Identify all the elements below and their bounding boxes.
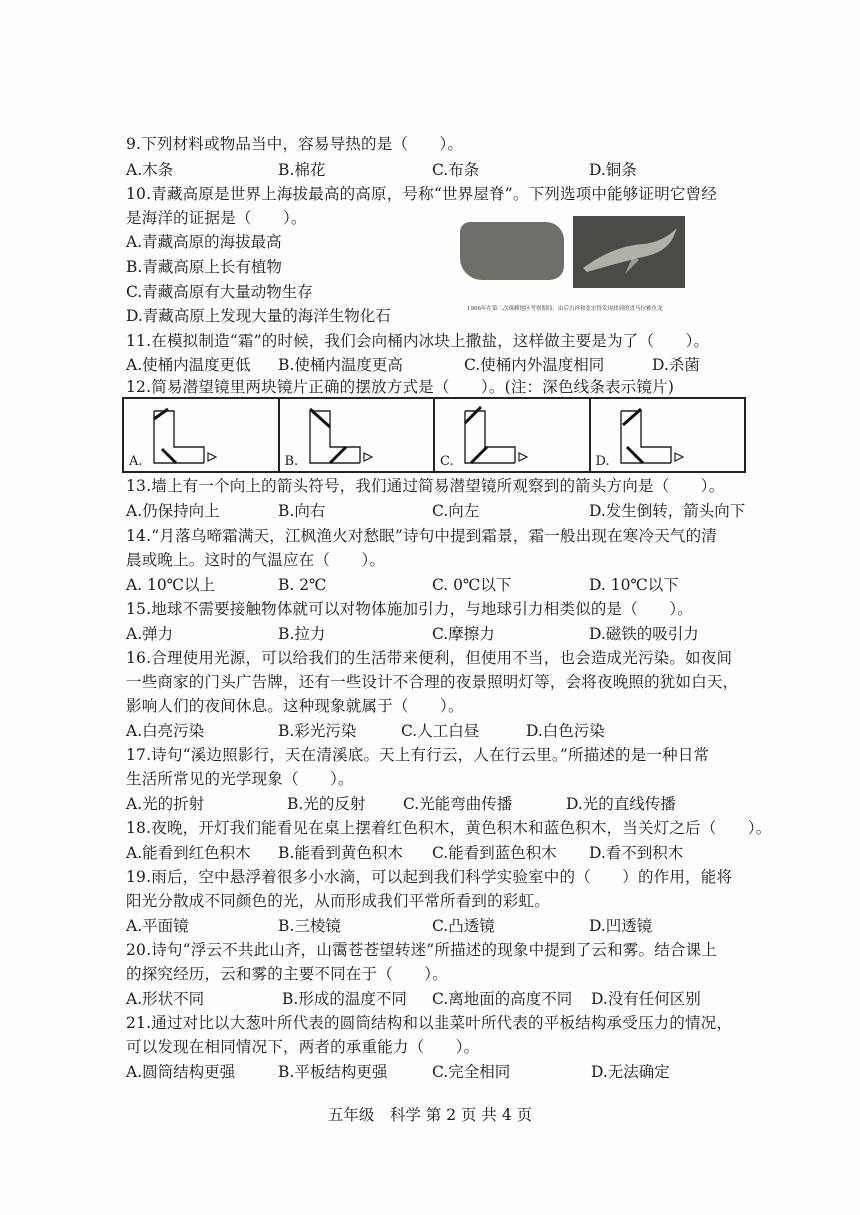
q14-option-b: B. 2℃ bbox=[278, 576, 327, 594]
question-14-stem-line2: 晨或晚上。这时的气温应在（ ）。 bbox=[126, 551, 386, 569]
question-19-stem-line1: 19.雨后，空中悬浮着很多小水滴，可以起到我们科学实验室中的（ ）的作用，能将 bbox=[126, 868, 733, 886]
q16-option-b: B.彩光污染 bbox=[278, 722, 357, 740]
q19-option-c: C.凸透镜 bbox=[432, 917, 495, 935]
q17-option-d: D.光的直线传播 bbox=[566, 795, 676, 813]
question-20-stem-line2: 的探究经历，云和雾的主要不同在于（ ）。 bbox=[126, 965, 448, 983]
q14-option-a: A. 10℃以上 bbox=[126, 576, 216, 594]
periscope-option-a bbox=[124, 399, 280, 471]
q18-option-a: A.能看到红色积木 bbox=[126, 844, 251, 862]
question-14-stem-line1: 14.“月落乌啼霜满天，江枫渔火对愁眠”诗句中提到霜景，霜一般出现在寒冷天气的清 bbox=[126, 527, 718, 545]
question-16-stem-line3: 影响人们的夜间休息。这种现象就属于（ ）。 bbox=[126, 697, 464, 715]
q20-option-a: A.形状不同 bbox=[126, 990, 205, 1008]
q19-option-d: D.凹透镜 bbox=[589, 917, 653, 935]
fossil-photo-caption: 1966年在第二次珠峰地区考察期间，由后占祥和张宏得发现找到的喜马拉雅鱼龙 bbox=[467, 306, 663, 312]
question-11-stem: 11.在模拟制造“霜”的时候，我们会向桶内冰块上撒盐，这样做主要是为了（ ）。 bbox=[126, 332, 710, 350]
question-9-stem: 9.下列材料或物品当中，容易导热的是（ ）。 bbox=[126, 135, 464, 153]
question-10-stem-line1: 10.青藏高原是世界上海拔最高的高原，号称“世界屋脊”。下列选项中能够证明它曾经 bbox=[126, 185, 718, 203]
q21-option-a: A.圆筒结构更强 bbox=[126, 1063, 236, 1081]
question-18-stem: 18.夜晚，开灯我们能看见在桌上摆着红色积木，黄色积木和蓝色积木，当关灯之后（ ）。 bbox=[126, 819, 772, 837]
q19-option-b: B.三棱镜 bbox=[278, 917, 341, 935]
q15-option-b: B.拉力 bbox=[278, 625, 326, 643]
question-16-stem-line1: 16.合理使用光源，可以给我们的生活带来便利，但使用不当，也会造成光污染。如夜间 bbox=[126, 649, 733, 667]
question-10-stem-line2: 是海洋的证据是（ ）。 bbox=[126, 209, 307, 227]
q19-option-a: A.平面镜 bbox=[126, 917, 189, 935]
q15-option-d: D.磁铁的吸引力 bbox=[589, 625, 699, 643]
q11-option-b: B.使桶内温度更高 bbox=[278, 356, 403, 374]
question-16-stem-line2: 一些商家的门头广告牌，还有一些设计不合理的夜景照明灯等，会将夜晚照的犹如白天， bbox=[126, 673, 739, 691]
q13-option-c: C.向左 bbox=[432, 502, 480, 520]
question-17-stem-line1: 17.诗句“溪边照影行，天在清溪底。天上有行云，人在行云里。”所描述的是一种日常 bbox=[126, 746, 710, 764]
q13-option-d: D.发生倒转，箭头向下 bbox=[589, 502, 746, 520]
q10-option-b: B.青藏高原上长有植物 bbox=[126, 258, 282, 276]
q9-option-a: A.木条 bbox=[126, 161, 174, 179]
q9-option-b: B.棉花 bbox=[278, 161, 326, 179]
question-19-stem-line2: 阳光分散成不同颜色的光，从而形成我们平常所看到的彩虹。 bbox=[126, 892, 550, 910]
q10-option-d: D.青藏高原上发现大量的海洋生物化石 bbox=[126, 307, 391, 325]
q17-option-a: A.光的折射 bbox=[126, 795, 205, 813]
q17-option-b: B.光的反射 bbox=[287, 795, 366, 813]
q20-option-b: B.形成的温度不同 bbox=[282, 990, 407, 1008]
q20-option-c: C.离地面的高度不同 bbox=[432, 990, 573, 1008]
periscope-label-d: D. bbox=[595, 454, 610, 469]
q21-option-c: C.完全相同 bbox=[432, 1063, 511, 1081]
question-17-stem-line2: 生活所常见的光学现象（ ）。 bbox=[126, 770, 354, 788]
q18-option-b: B.能看到黄色积木 bbox=[278, 844, 403, 862]
q13-option-a: A.仍保持向上 bbox=[126, 502, 220, 520]
periscope-figure-row bbox=[122, 397, 746, 473]
periscope-label-a: A. bbox=[129, 454, 143, 469]
q14-option-c: C. 0℃以下 bbox=[432, 576, 512, 594]
q21-option-d: D.无法确定 bbox=[591, 1063, 670, 1081]
q9-option-c: C.布条 bbox=[432, 161, 480, 179]
q10-option-a: A.青藏高原的海拔最高 bbox=[126, 233, 282, 251]
question-20-stem-line1: 20.诗句“浮云不共此山齐，山霭苍苍望转迷”所描述的现象中提到了云和雾。结合课上 bbox=[126, 941, 718, 959]
q20-option-d: D.没有任何区别 bbox=[591, 990, 701, 1008]
periscope-option-b bbox=[280, 399, 436, 471]
question-15-stem: 15.地球不需要接触物体就可以对物体施加引力，与地球引力相类似的是（ ）。 bbox=[126, 600, 694, 618]
q15-option-c: C.摩擦力 bbox=[432, 625, 495, 643]
q14-option-d: D. 10℃以下 bbox=[589, 576, 679, 594]
question-21-stem-line2: 可以发现在相同情况下，两者的承重能力（ ）。 bbox=[126, 1038, 480, 1056]
q11-option-d: D.杀菌 bbox=[652, 356, 700, 374]
periscope-option-c bbox=[435, 399, 591, 471]
periscope-label-b: B. bbox=[284, 454, 299, 469]
q16-option-a: A.白亮污染 bbox=[126, 722, 205, 740]
periscope-label-c: C. bbox=[440, 454, 454, 469]
q16-option-c: C.人工白昼 bbox=[401, 722, 480, 740]
q17-option-c: C.光能弯曲传播 bbox=[403, 795, 513, 813]
q18-option-d: D.看不到积木 bbox=[589, 844, 684, 862]
q15-option-a: A.弹力 bbox=[126, 625, 174, 643]
periscope-option-d bbox=[591, 399, 745, 471]
question-21-stem-line1: 21.通过对比以大葱叶所代表的圆筒结构和以韭菜叶所代表的平板结构承受压力的情况， bbox=[126, 1014, 733, 1032]
ichthyosaur-illustration bbox=[573, 216, 685, 288]
page-footer: 五年级 科学 第 2 页 共 4 页 bbox=[327, 1106, 533, 1124]
q16-option-d: D.白色污染 bbox=[526, 722, 605, 740]
q9-option-d: D.铜条 bbox=[589, 161, 637, 179]
q11-option-a: A.使桶内温度更低 bbox=[126, 356, 251, 374]
q21-option-b: B.平板结构更强 bbox=[278, 1063, 388, 1081]
question-13-stem: 13.墙上有一个向上的箭头符号，我们通过简易潜望镜所观察到的箭头方向是（ ）。 bbox=[126, 477, 725, 495]
q18-option-c: C.能看到蓝色积木 bbox=[432, 844, 557, 862]
q11-option-c: C.使桶内外温度相同 bbox=[464, 356, 605, 374]
question-12-stem: 12.简易潜望镜里两块镜片正确的摆放方式是（ ）。(注：深色线条表示镜片) bbox=[126, 378, 675, 396]
fossil-rock-photo bbox=[460, 222, 564, 280]
q13-option-b: B.向右 bbox=[278, 502, 326, 520]
q10-option-c: C.青藏高原有大量动物生存 bbox=[126, 283, 313, 301]
